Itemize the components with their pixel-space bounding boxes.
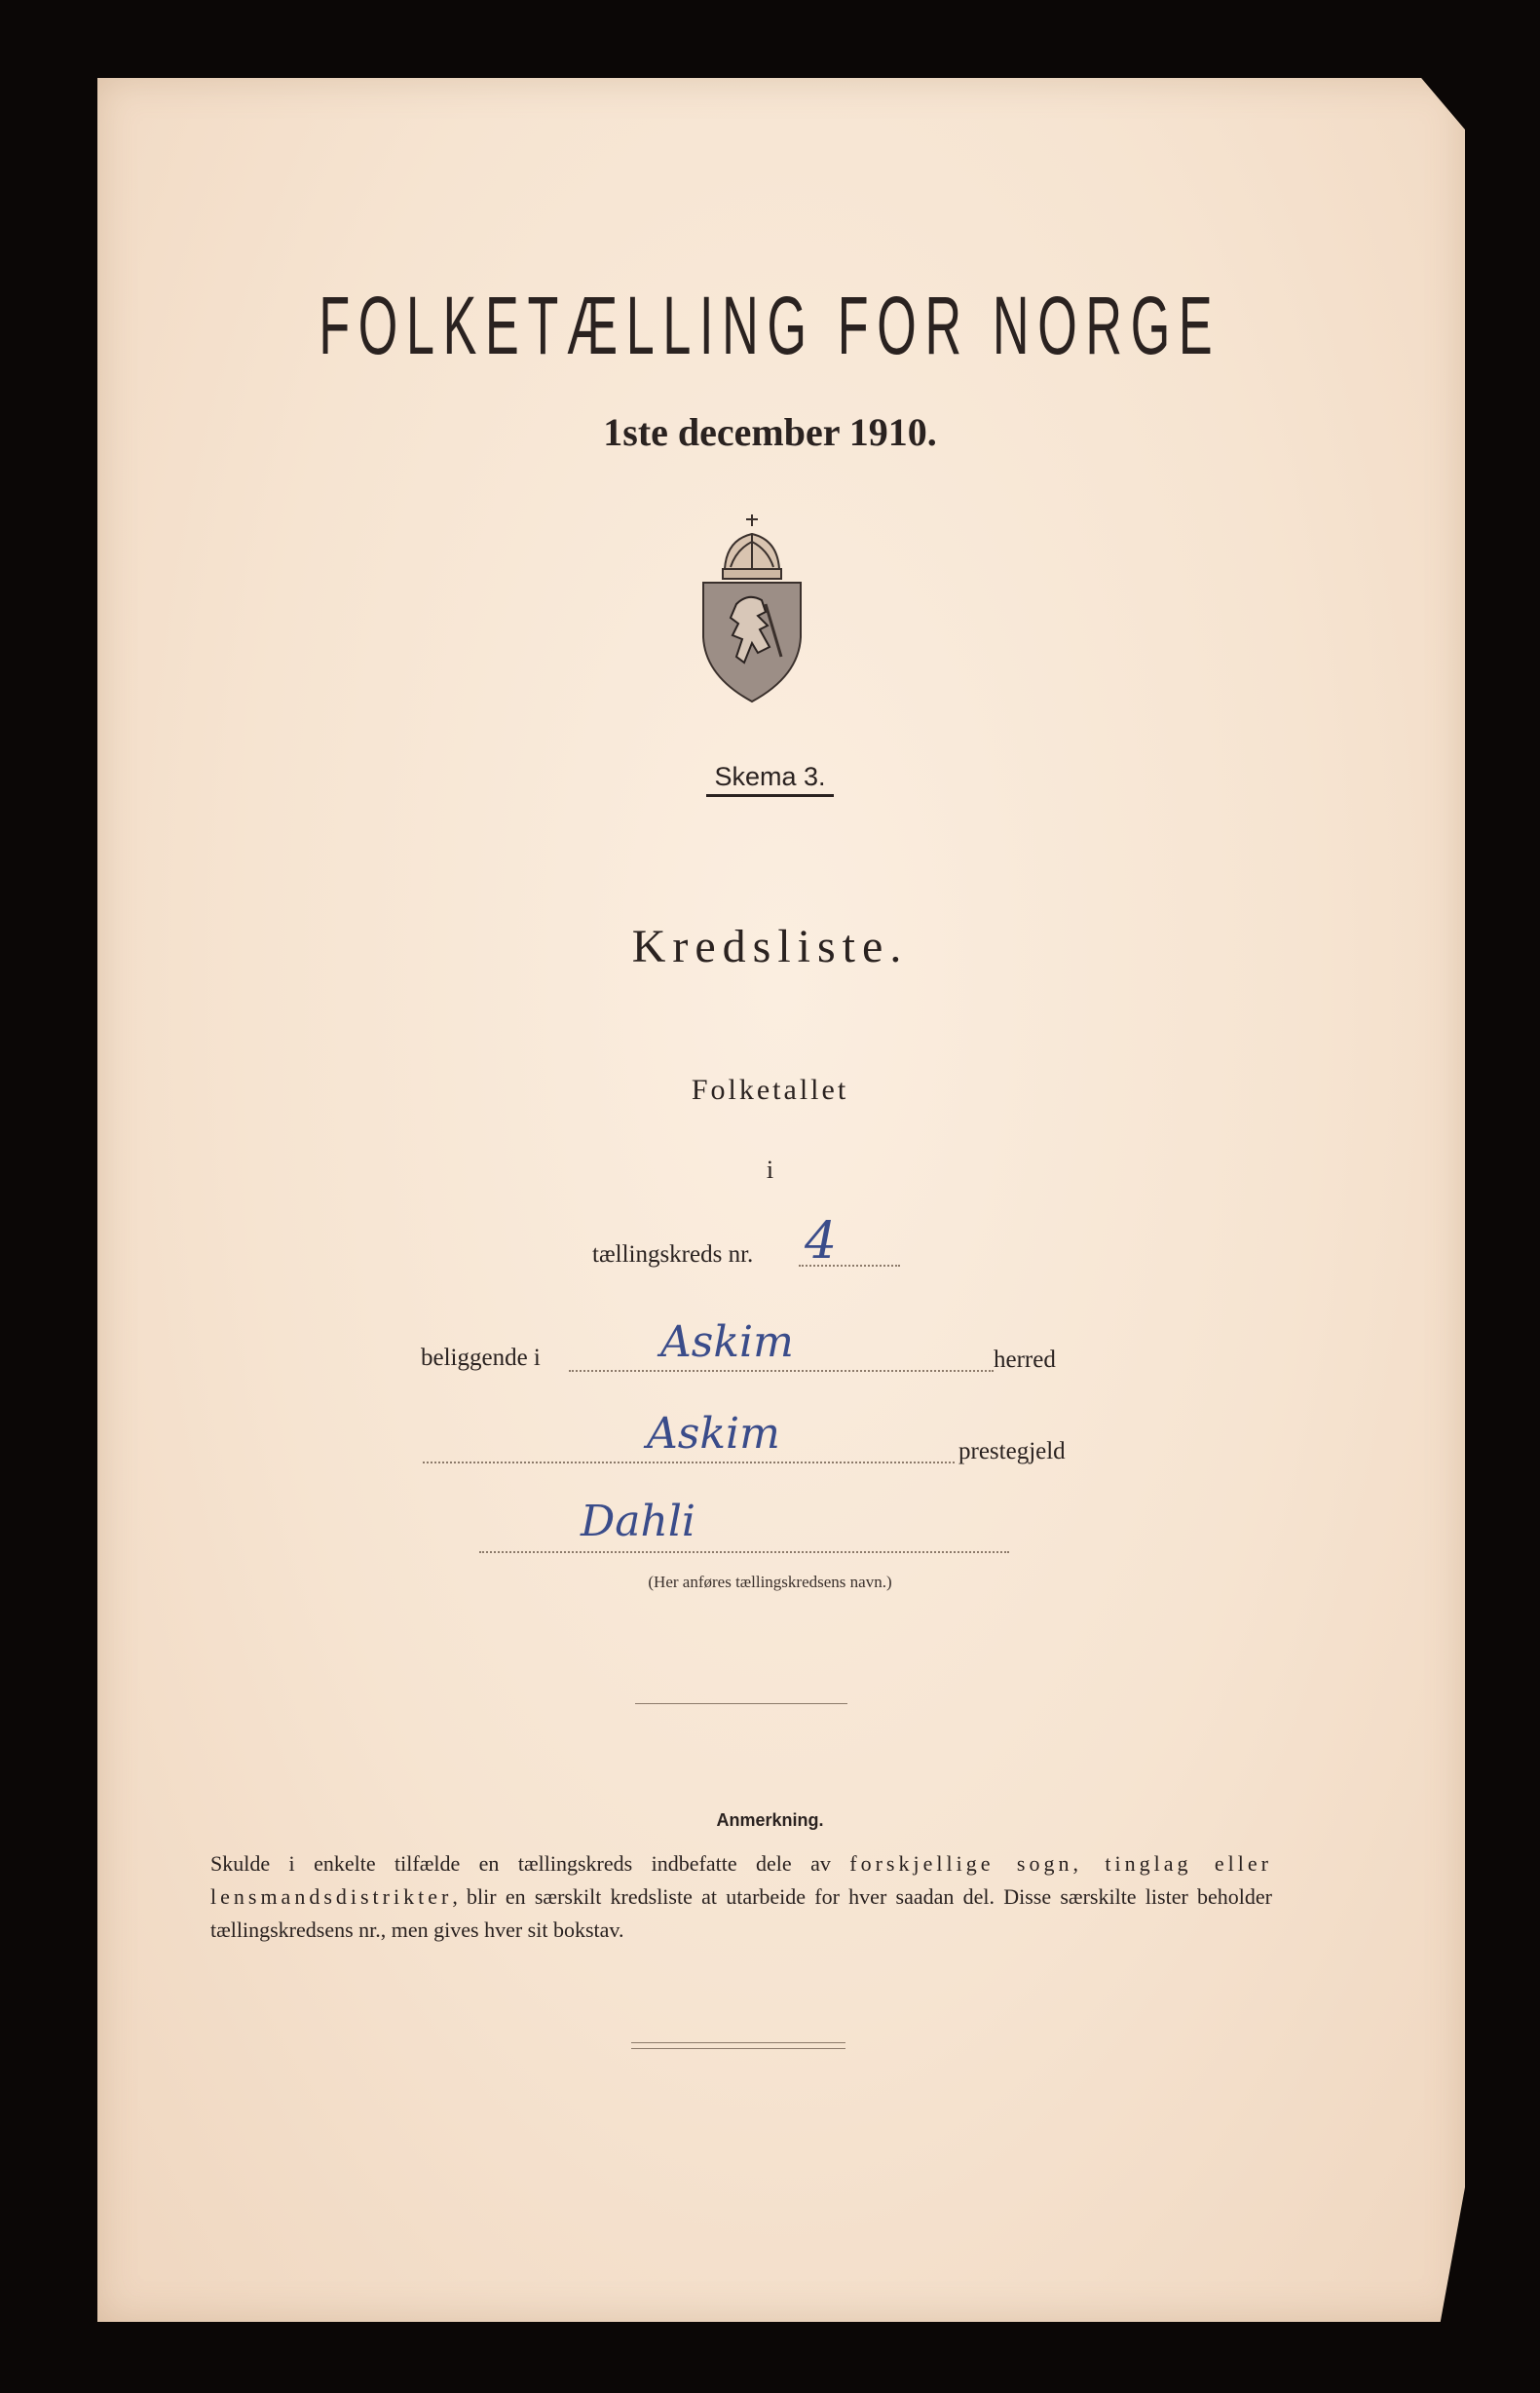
double-rule-bottom: [631, 2048, 845, 2049]
form-title: FOLKETÆLLING FOR NORGE: [319, 280, 1221, 371]
parish-value[interactable]: Askim: [647, 1409, 780, 1459]
parish-label: prestegjeld: [958, 1438, 1066, 1464]
located-line: [569, 1370, 994, 1372]
herred-label: herred: [994, 1347, 1056, 1373]
located-value[interactable]: Askim: [660, 1317, 794, 1367]
remark-text: [210, 1847, 1272, 1947]
district-number-label: tællingskreds nr.: [592, 1241, 754, 1268]
form-subheading: Folketallet: [691, 1074, 849, 1106]
census-date: 1ste december 1910.: [603, 410, 937, 454]
schema-number: [0, 762, 1540, 792]
remark-title: Anmerkning.: [716, 1810, 824, 1830]
district-number-value[interactable]: 4: [805, 1212, 838, 1271]
remark-text-spaced: forskjellige sogn, tinglag eller lensmandsdistrikter: [210, 1851, 1273, 1909]
preposition: i: [766, 1156, 774, 1184]
district-name-line: [479, 1551, 1009, 1553]
located-label: beliggende i: [421, 1345, 541, 1371]
divider: [635, 1703, 847, 1704]
norwegian-coat-of-arms-icon: [697, 511, 807, 705]
schema-label: Skema 3.: [706, 762, 833, 797]
remark-text-part2: , blir en særskilt kredsliste at utarbeide for hver saadan del. Disse særskilte lister beholder tællingskredsens nr., men gives hver sit bokstav.: [210, 1884, 1272, 1942]
form-heading: Kredsliste.: [631, 921, 909, 972]
district-name-value[interactable]: Dahli: [581, 1497, 695, 1546]
parish-line: [423, 1462, 955, 1463]
remark-text-part1: Skulde i enkelte tilfælde en tællingskreds indbefatte dele av: [210, 1851, 850, 1876]
double-rule-top: [631, 2042, 845, 2043]
district-name-note: (Her anføres tællingskredsens navn.): [648, 1573, 892, 1591]
